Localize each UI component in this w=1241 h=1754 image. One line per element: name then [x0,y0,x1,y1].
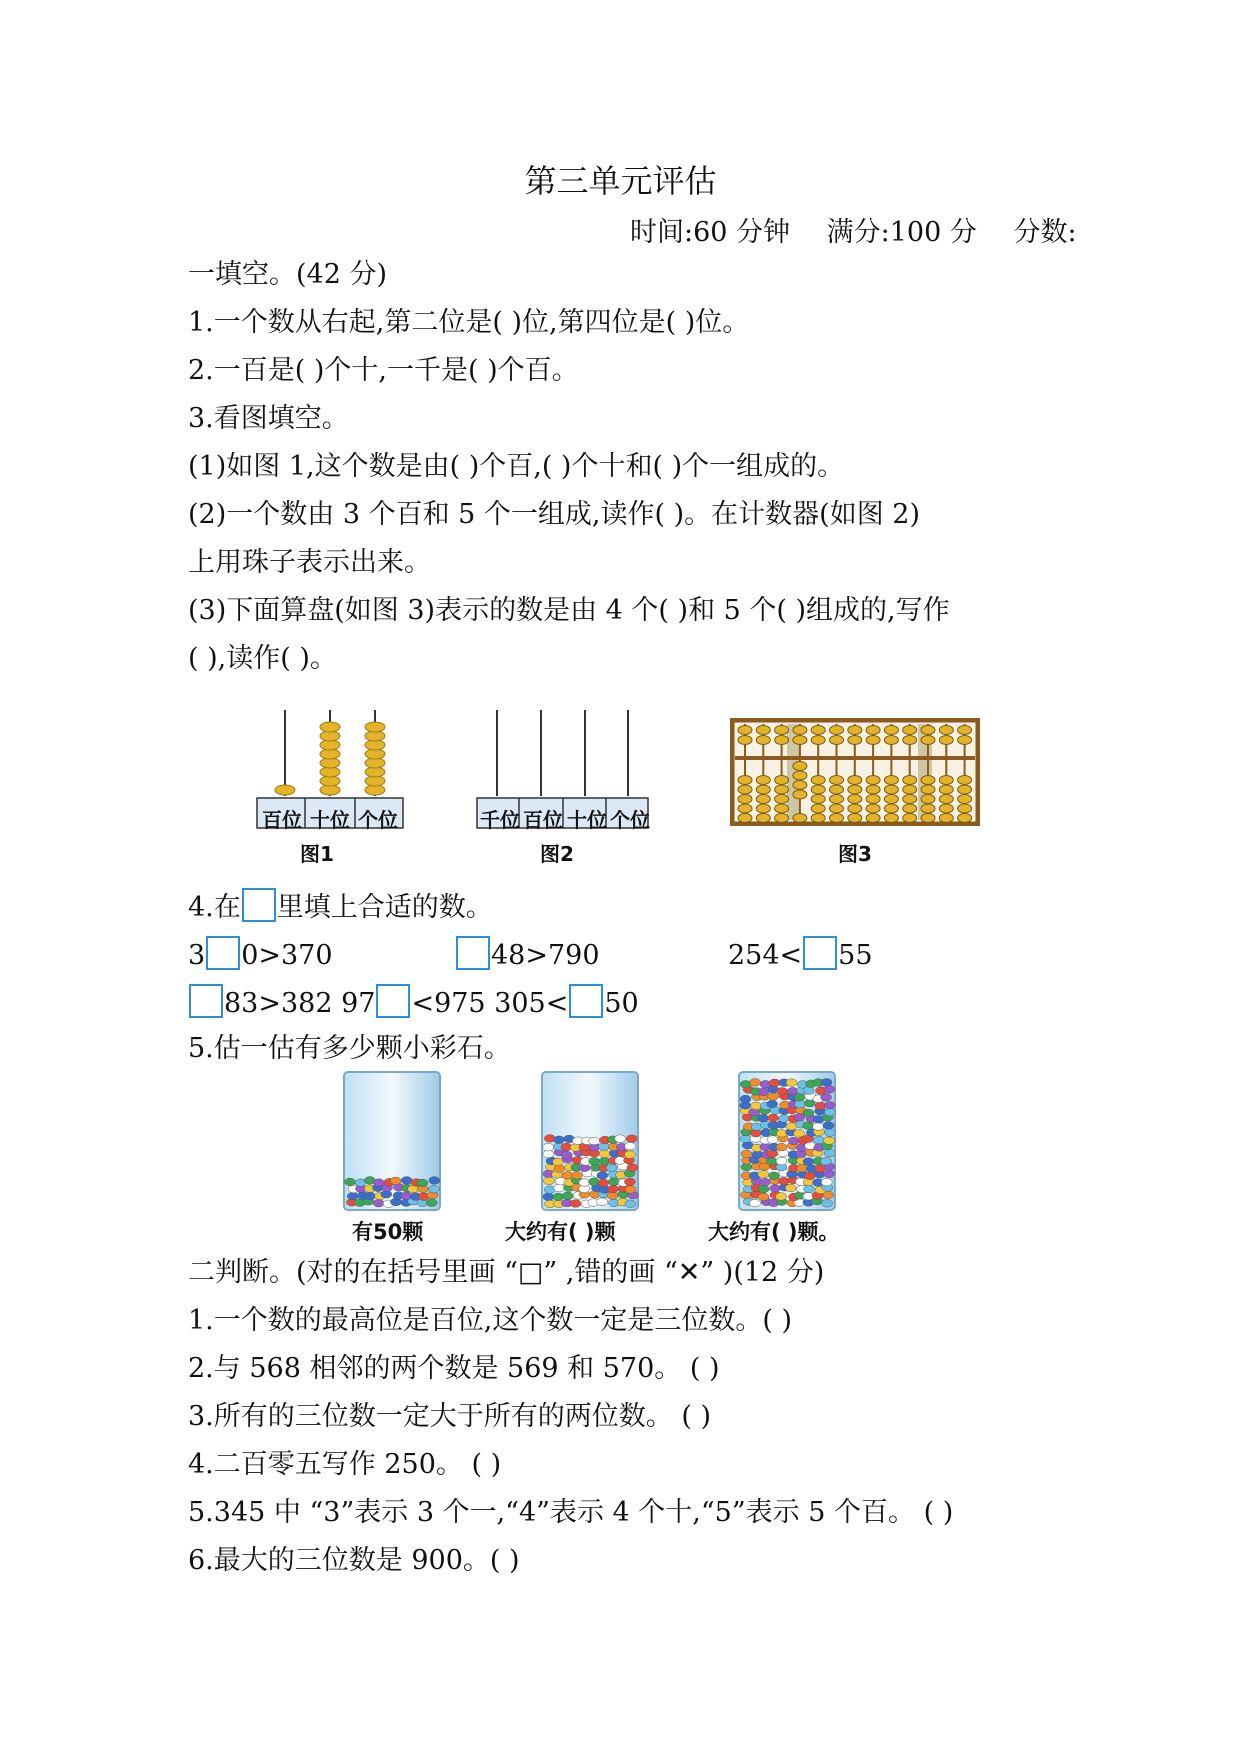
answer-box-e[interactable] [376,984,410,1018]
fig1-label-ones: 个位 [358,808,398,832]
abacus-bead [793,736,807,745]
abacus-bead [939,736,953,745]
page-title: 第三单元评估 [524,162,717,200]
q4-b-suffix: 48>790 [491,940,600,971]
colored-stone [599,1150,610,1158]
colored-stone [543,1177,554,1185]
answer-box-b[interactable] [456,936,490,970]
colored-stone [758,1185,769,1193]
fig1-label-hundreds: 百位 [262,808,302,832]
colored-stone [803,1109,814,1117]
full-score: 满分:100 分 [826,217,977,248]
abacus-bead [866,814,880,823]
abacus-bead [921,736,935,745]
colored-stone [785,1184,796,1192]
abacus-bead [830,736,844,745]
abacus-bead [939,776,953,785]
jar-2-caption: 大约有( )颗 [505,1220,616,1244]
abacus-bead [903,804,917,813]
q4-d-suffix: 83>382 97 [224,988,376,1019]
abacus-bead [848,776,862,785]
colored-stone [426,1199,437,1207]
judge-item-3: 3.所有的三位数一定大于所有的两位数。 ( ) [188,1401,711,1432]
colored-stone [390,1177,401,1185]
abacus-bead [939,804,953,813]
question-4 [188,888,493,925]
abacus-bead [958,804,972,813]
abacus-bead [793,781,807,790]
abacus-bead [793,771,807,780]
colored-stone [740,1095,751,1103]
abacus-bead [884,814,898,823]
colored-stone [770,1184,781,1192]
colored-stone [561,1151,572,1159]
abacus-bead [775,736,789,745]
colored-stone [373,1199,384,1207]
q4-e-suffix: <975 305< [411,988,569,1019]
answer-box-c[interactable] [803,936,837,970]
abacus-bead [903,814,917,823]
colored-stone [373,1179,384,1187]
abacus-bead [921,814,935,823]
abacus-bead [958,736,972,745]
colored-stone [624,1151,635,1159]
counter-bead [320,722,340,732]
abacus-bead [884,804,898,813]
abacus-bead [775,804,789,813]
jar-1-caption: 有50颗 [352,1220,424,1244]
colored-stone [760,1178,771,1186]
abacus-bead [884,776,898,785]
colored-stone [606,1164,617,1172]
fig3-caption: 图3 [838,842,872,866]
abacus-bead [738,736,752,745]
abacus-bead [756,785,770,794]
judge-item-5: 5.345 中 “3”表示 3 个一,“4”表示 4 个十,“5”表示 5 个百。 ( ) [188,1497,954,1528]
abacus-bead [903,726,917,735]
question-3: 3.看图填空。 [188,403,349,434]
fig2-caption: 图2 [540,842,574,866]
abacus-bead [939,814,953,823]
q4-row1-item2 [455,936,600,973]
score-field: 分数: [1013,217,1077,248]
abacus-bead [848,726,862,735]
jar-1 [338,1068,448,1214]
section1-heading: 一填空。(42 分) [188,259,388,290]
abacus-bead [903,736,917,745]
colored-stone [767,1136,778,1144]
colored-stone [821,1199,832,1207]
colored-stone [767,1150,778,1158]
abacus-bead [756,795,770,804]
colored-stone [803,1158,814,1166]
abacus-bead [958,814,972,823]
colored-stone [608,1178,619,1186]
colored-stone [777,1088,788,1096]
abacus-bead [738,804,752,813]
abacus-bead [830,785,844,794]
abacus-bead [848,795,862,804]
abacus-bead [848,804,862,813]
abacus-bead [811,804,825,813]
abacus-bead [958,795,972,804]
jar-2 [536,1068,646,1214]
colored-stone [803,1185,814,1193]
abacus-bead [756,776,770,785]
colored-stone [417,1179,428,1187]
abacus-bead [884,736,898,745]
judge-item-1: 1.一个数的最高位是百位,这个数一定是三位数。( ) [188,1305,792,1336]
abacus-bead [775,776,789,785]
colored-stone [554,1165,565,1173]
abacus-bead [958,785,972,794]
colored-stone [749,1199,760,1207]
answer-box-sample [242,888,276,922]
abacus-bead [775,814,789,823]
colored-stone [776,1193,787,1201]
colored-stone [824,1170,835,1178]
abacus-bead [775,795,789,804]
question-1: 1.一个数从右起,第二位是( )位,第四位是( )位。 [188,307,750,338]
colored-stone [625,1186,636,1194]
colored-stone [553,1193,564,1201]
abacus-bead [921,804,935,813]
colored-stone [543,1150,554,1158]
colored-stone [767,1100,778,1108]
colored-stone [787,1087,798,1095]
colored-stone [543,1193,554,1201]
colored-stone [543,1143,554,1151]
colored-stone [778,1177,789,1185]
judge-item-6: 6.最大的三位数是 900。( ) [188,1545,520,1576]
colored-stone [625,1200,636,1208]
colored-stone [345,1178,356,1186]
colored-stone [758,1193,769,1201]
figure-3-abacus [730,718,980,826]
colored-stone [571,1172,582,1180]
colored-stone [597,1172,608,1180]
q4-suffix: 里填上合适的数。 [276,892,493,923]
answer-box-d[interactable] [189,984,223,1018]
exam-meta [630,210,1105,249]
judge-item-4: 4.二百零五写作 250。 ( ) [188,1449,502,1480]
fig1-label-tens: 十位 [310,808,350,832]
abacus-bead [939,726,953,735]
abacus-bead [793,762,807,771]
colored-stone [751,1102,762,1110]
colored-stone [626,1135,637,1143]
abacus-bead [811,814,825,823]
colored-stone [821,1158,832,1166]
fig2-label-hundreds: 百位 [523,808,563,832]
abacus-bead [958,726,972,735]
colored-stone [562,1192,573,1200]
abacus-bead [811,795,825,804]
abacus-bead [830,776,844,785]
colored-stone [769,1172,780,1180]
colored-stone [824,1101,835,1109]
jar-3-caption: 大约有( )颗。 [708,1220,840,1244]
colored-stone [741,1150,752,1158]
colored-stone [824,1108,835,1116]
question-2: 2.一百是( )个十,一千是( )个百。 [188,355,579,386]
colored-stone [365,1192,376,1200]
abacus-bead [811,776,825,785]
abacus-bead [939,795,953,804]
abacus-bead [903,776,917,785]
colored-stone [824,1085,835,1093]
abacus-bead [903,795,917,804]
abacus-bead [884,785,898,794]
q4-f-suffix: 50 [604,988,639,1019]
abacus-bead [921,776,935,785]
abacus-bead [848,785,862,794]
question-3-1: (1)如图 1,这个数是由( )个百,( )个十和( )个一组成的。 [188,451,845,482]
abacus-bead [738,814,752,823]
colored-stone [597,1198,608,1206]
jar-3 [733,1068,843,1214]
fig2-label-tens: 十位 [567,808,607,832]
abacus-bead [866,776,880,785]
abacus-bead [903,785,917,794]
colored-stone [768,1093,779,1101]
q4-row1-item3 [728,936,873,973]
colored-stone [824,1137,835,1145]
colored-stone [824,1129,835,1137]
colored-stone [553,1136,564,1144]
answer-box-f[interactable] [569,984,603,1018]
colored-stone [821,1079,832,1087]
colored-stone [347,1192,358,1200]
colored-stone [821,1178,832,1186]
colored-stone [812,1123,823,1131]
abacus-bead [738,785,752,794]
colored-stone [625,1142,636,1150]
abacus-bead [866,804,880,813]
colored-stone [824,1149,835,1157]
colored-stone [615,1135,626,1143]
fig2-label-thousands: 千位 [480,808,520,832]
abacus-bead [756,814,770,823]
abacus-bead [793,814,807,823]
colored-stone [758,1170,769,1178]
abacus-bead [866,736,880,745]
q4-row1-item1 [188,936,333,973]
abacus-bead [738,776,752,785]
abacus-bead [811,736,825,745]
colored-stone [429,1177,440,1185]
abacus-bead [830,804,844,813]
abacus-bead [775,785,789,794]
colored-stone [803,1122,814,1130]
abacus-bead [866,785,880,794]
abacus-bead [884,726,898,735]
abacus-bead [793,790,807,799]
section2-heading: 二判断。(对的在括号里画 “□” ,错的画 “✕” )(12 分) [188,1257,825,1288]
question-3-2-line2: 上用珠子表示出来。 [188,547,431,578]
colored-stone [823,1122,834,1130]
abacus-bead [830,795,844,804]
abacus-bead [848,736,862,745]
question-3-3-line1: (3)下面算盘(如图 3)表示的数是由 4 个( )和 5 个( )组成的,写作 [188,595,950,626]
colored-stone [589,1157,600,1165]
answer-box-a[interactable] [206,936,240,970]
counter-bead [275,785,295,795]
time-limit: 时间:60 分钟 [630,217,791,248]
abacus-bead [958,776,972,785]
abacus-bead [939,785,953,794]
fig1-caption: 图1 [300,842,334,866]
colored-stone [776,1143,787,1151]
colored-stone [589,1137,600,1145]
colored-stone [776,1157,787,1165]
colored-stone [554,1184,565,1192]
fig2-label-ones: 个位 [610,808,650,832]
judge-item-2: 2.与 568 相邻的两个数是 569 和 570。 ( ) [188,1353,720,1384]
q4-c-suffix: 55 [838,940,873,971]
abacus-bead [830,726,844,735]
abacus-bead [756,736,770,745]
colored-stone [428,1185,439,1193]
colored-stone [598,1179,609,1187]
colored-stone [768,1114,779,1122]
colored-stone [786,1123,797,1131]
abacus-bead [793,726,807,735]
abacus-bead [921,785,935,794]
q4-row2 [188,984,639,1021]
colored-stone [570,1200,581,1208]
abacus-bead [756,726,770,735]
colored-stone [608,1185,619,1193]
counter-bead [365,722,385,732]
colored-stone [786,1079,797,1087]
abacus-bead [848,814,862,823]
abacus-bead [775,726,789,735]
abacus-bead [921,795,935,804]
abacus-bead [738,795,752,804]
abacus-bead [738,726,752,735]
colored-stone [579,1179,590,1187]
colored-stone [804,1172,815,1180]
q4-a-suffix: 0>370 [241,940,333,971]
colored-stone [750,1079,761,1087]
colored-stone [795,1100,806,1108]
abacus-bead [866,795,880,804]
abacus-bead [830,814,844,823]
colored-stone [624,1178,635,1186]
abacus-bead [921,726,935,735]
colored-stone [758,1114,769,1122]
q4-a-prefix: 3 [188,940,206,971]
q4-prefix: 4.在 [188,892,241,923]
abacus-bead [866,726,880,735]
question-5: 5.估一估有多少颗小彩石。 [188,1033,511,1064]
q4-c-prefix: 254< [728,940,803,971]
question-3-2-line1: (2)一个数由 3 个百和 5 个一组成,读作( )。在计数器(如图 2) [188,499,920,530]
abacus-bead [756,804,770,813]
question-3-3-line2: ( ),读作( )。 [188,643,337,674]
abacus-bead [884,795,898,804]
colored-stone [794,1130,805,1138]
abacus-bead [811,726,825,735]
colored-stone [627,1164,638,1172]
colored-stone [821,1093,832,1101]
abacus-bead [811,785,825,794]
colored-stone [401,1177,412,1185]
colored-stone [813,1136,824,1144]
